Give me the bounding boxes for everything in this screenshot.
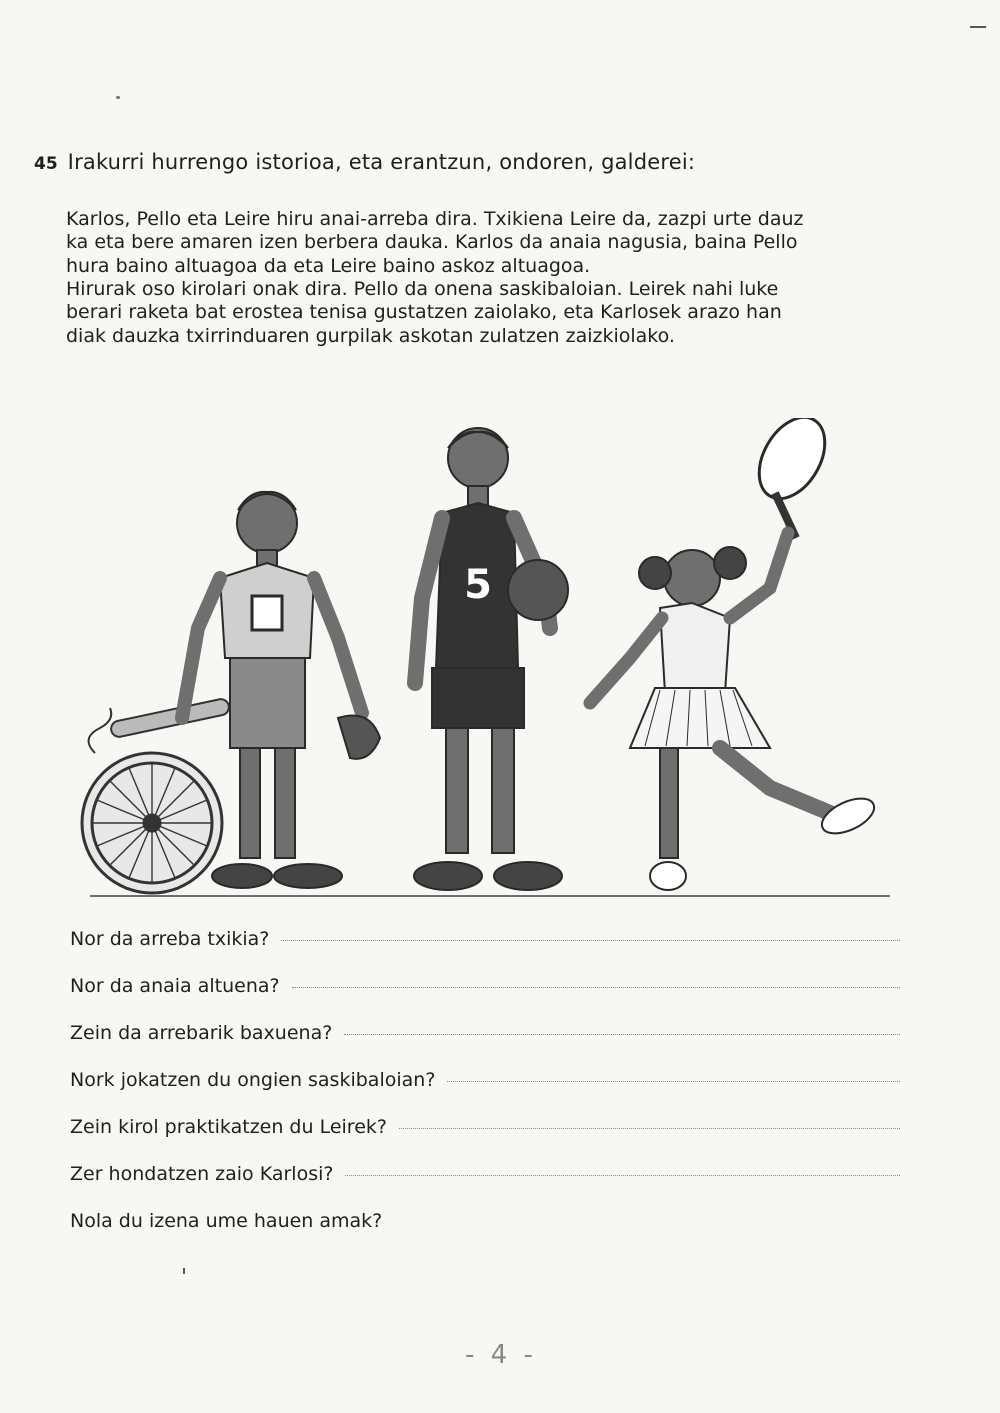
story-line: ka eta bere amaren izen berbera dauka. Karlos da anaia nagusia, baina Pello <box>66 231 798 254</box>
story-line: diak dauzka txirrinduaren gurpilak askotan zulatzen zaizkiolako. <box>66 324 675 347</box>
question-text: Nola du izena ume hauen amak? <box>70 1210 383 1232</box>
ink-speck <box>183 1268 185 1274</box>
question-row <box>70 1069 900 1116</box>
question-row <box>70 1210 900 1257</box>
question-row <box>70 1022 900 1069</box>
story-line: Hirurak oso kirolari onak dira. Pello da onena saskibaloian. Leirek nahi luke <box>66 278 779 301</box>
question-text: Zer hondatzen zaio Karlosi? <box>70 1163 334 1185</box>
story-line: Karlos, Pello eta Leire hiru anai-arreba dira. Txikiena Leire da, zazpi urte dauz <box>66 208 804 230</box>
answer-line[interactable] <box>281 939 900 941</box>
leire-figure <box>590 418 879 890</box>
ink-speck <box>116 96 120 99</box>
exercise-number: 45 <box>34 154 58 174</box>
answer-line[interactable] <box>447 1080 900 1082</box>
question-row <box>70 1116 900 1163</box>
answer-line[interactable] <box>344 1033 900 1035</box>
question-row <box>70 928 900 975</box>
story-line: hura baino altuagoa da eta Leire baino askoz altuagoa. <box>66 254 591 277</box>
bicycle-pump <box>89 698 231 753</box>
corner-mark <box>970 26 986 28</box>
question-row <box>70 1163 900 1210</box>
bicycle-wheel <box>82 753 222 893</box>
story-text <box>66 208 926 348</box>
exercise-instruction: Irakurri hurrengo istorioa, eta erantzun, ondoren, galderei: <box>67 150 696 174</box>
question-row <box>70 975 900 1022</box>
children-illustration <box>70 418 900 908</box>
answer-line[interactable] <box>399 1127 900 1129</box>
story-line: berari raketa bat erostea tenisa gustatzen zaiolako, eta Karlosek arazo han <box>66 301 782 324</box>
exercise-header <box>34 150 695 174</box>
pello-figure <box>414 428 568 890</box>
question-text: Zein kirol praktikatzen du Leirek? <box>70 1116 387 1138</box>
question-text: Zein da arrebarik baxuena? <box>70 1022 333 1044</box>
answer-line[interactable] <box>394 1221 900 1223</box>
question-text: Nor da arreba txikia? <box>70 928 270 950</box>
answer-line[interactable] <box>292 986 900 988</box>
question-list <box>70 928 900 1257</box>
jersey-number: 5 <box>464 562 492 608</box>
answer-line[interactable] <box>345 1174 900 1176</box>
page-number: - 4 - <box>465 1340 537 1370</box>
question-text: Nor da anaia altuena? <box>70 975 280 997</box>
question-text: Nork jokatzen du ongien saskibaloian? <box>70 1069 436 1091</box>
